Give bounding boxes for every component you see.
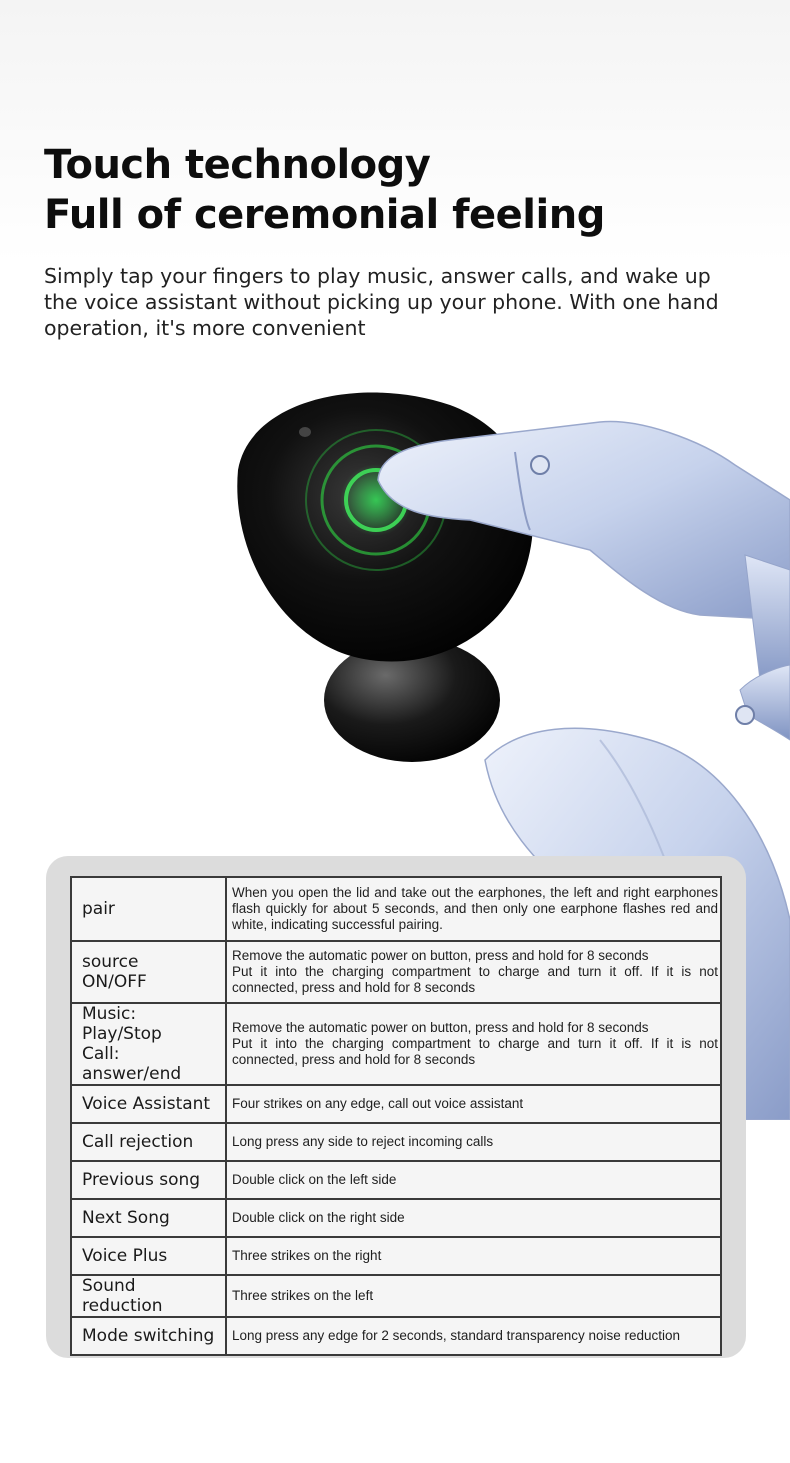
function-description-line: Remove the automatic power on button, press and hold for 8 seconds — [232, 1020, 649, 1035]
function-name: Next Song — [71, 1199, 226, 1237]
function-description: Long press any side to reject incoming calls — [226, 1123, 721, 1161]
headline — [44, 140, 764, 240]
headline-line-1: Touch technology — [44, 142, 431, 188]
robot-middle-finger — [740, 665, 790, 740]
function-description-line: Put it into the charging compartment to charge and turn it off. If it is not connected, press and hold for 8 seconds — [232, 964, 718, 995]
earbud-mic-hole — [299, 427, 311, 437]
function-description: Three strikes on the right — [226, 1237, 721, 1275]
function-name: pair — [71, 877, 226, 941]
function-name-line: Music: Play/Stop — [82, 1004, 162, 1044]
function-description-line: Remove the automatic power on button, press and hold for 8 seconds — [232, 948, 649, 963]
function-description: Double click on the right side — [226, 1199, 721, 1237]
function-name: Mode switching — [71, 1317, 226, 1355]
function-description: Long press any edge for 2 seconds, standard transparency noise reduction — [226, 1317, 721, 1355]
function-table — [70, 876, 722, 1356]
table-row — [71, 1317, 721, 1355]
function-name: Previous song — [71, 1161, 226, 1199]
table-row — [71, 1123, 721, 1161]
table-row — [71, 1085, 721, 1123]
function-name-line: source — [82, 952, 139, 972]
headline-line-2: Full of ceremonial feeling — [44, 192, 605, 238]
function-description — [226, 1003, 721, 1085]
function-name: Call rejection — [71, 1123, 226, 1161]
function-name-line: Call: answer/end — [82, 1044, 182, 1084]
function-description — [226, 941, 721, 1003]
function-description: Double click on the left side — [226, 1161, 721, 1199]
function-name: Voice Plus — [71, 1237, 226, 1275]
table-row — [71, 1199, 721, 1237]
finger-joint — [736, 706, 754, 724]
function-description — [226, 877, 721, 941]
table-row — [71, 1237, 721, 1275]
function-name — [71, 941, 226, 1003]
function-description-line: Put it into the charging compartment to charge and turn it off. If it is not connected, press and hold for 8 seconds — [232, 1036, 718, 1067]
description: Simply tap your fingers to play music, answer calls, and wake up the voice assistant without picking up your phone. With one hand operation, it's more convenient — [44, 264, 719, 340]
function-description: Three strikes on the left — [226, 1275, 721, 1317]
finger-joint — [531, 456, 549, 474]
function-name-line: ON/OFF — [82, 972, 147, 992]
function-name — [71, 1003, 226, 1085]
function-name: Sound reduction — [71, 1275, 226, 1317]
function-description: Four strikes on any edge, call out voice assistant — [226, 1085, 721, 1123]
table-row — [71, 1161, 721, 1199]
table-row — [71, 941, 721, 1003]
table-row — [71, 1003, 721, 1085]
function-description-line: When you open the lid and take out the earphones, the left and right earphones flash quickly for about 5 seconds, and then only one earphone flashes red and white, indicating successful pairing. — [232, 885, 718, 932]
table-row — [71, 1275, 721, 1317]
table-row — [71, 877, 721, 941]
function-name: Voice Assistant — [71, 1085, 226, 1123]
